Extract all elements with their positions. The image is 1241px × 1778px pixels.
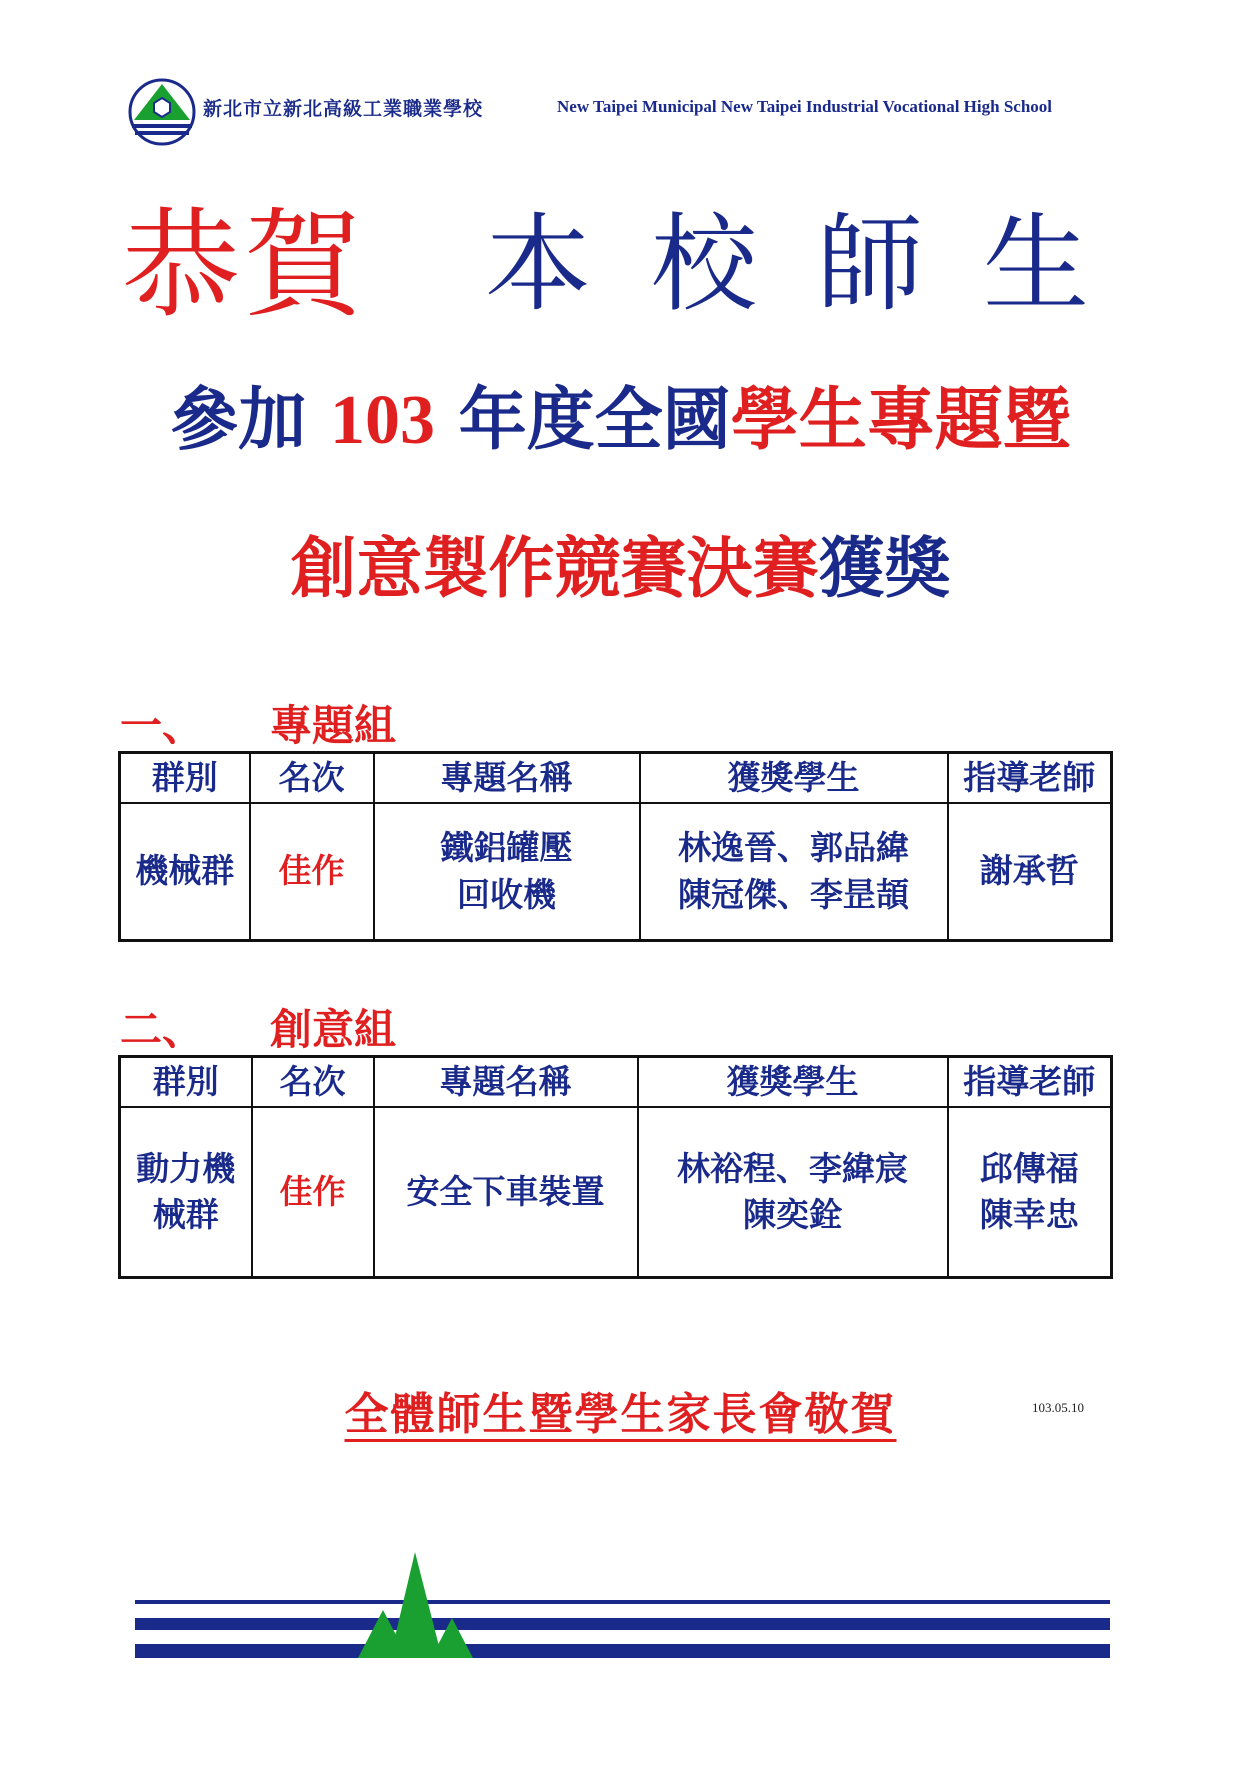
- header-rank: 名次: [252, 1057, 374, 1108]
- title-line3-competition: 創意製作競賽決賽: [290, 529, 819, 607]
- creative-award-table: [118, 1055, 1113, 1279]
- cell-group: 機械群: [120, 803, 250, 941]
- students-line: 林裕程、李緯宸: [677, 1148, 908, 1188]
- section-heading-creative: [120, 997, 396, 1057]
- header-project-name: 專題名稱: [374, 1057, 638, 1108]
- section-name: 創意組: [270, 1005, 397, 1054]
- title-congratulations: 恭賀: [122, 196, 367, 334]
- header-group: 群別: [120, 753, 250, 804]
- school-name-chinese: 新北市立新北高級工業職業學校: [203, 98, 484, 120]
- table-row: [120, 1107, 1112, 1278]
- title-line2-national: 年度全國: [458, 380, 731, 460]
- cell-project-name: [374, 803, 640, 941]
- students-line: 陳冠傑、李昰頡: [678, 874, 909, 914]
- header-students: 獲獎學生: [640, 753, 948, 804]
- cell-rank: 佳作: [252, 1107, 374, 1278]
- project-name-line: 回收機: [457, 874, 556, 914]
- section-heading-project: [120, 693, 396, 753]
- students-line: 林逸晉、郭品緯: [678, 828, 909, 868]
- section-name: 專題組: [270, 701, 397, 750]
- title-line2-participate: 參加: [170, 380, 307, 460]
- header-advisor: 指導老師: [948, 753, 1112, 804]
- header-rank: 名次: [250, 753, 374, 804]
- section-number: 一、: [120, 701, 205, 750]
- tree-stripes-decoration: [0, 1540, 1241, 1670]
- cell-rank: 佳作: [250, 803, 374, 941]
- group-line: 動力機: [136, 1148, 236, 1188]
- project-name-line: 鐵鋁罐壓: [440, 828, 573, 868]
- cell-students: [638, 1107, 948, 1278]
- cell-students: [640, 803, 948, 941]
- project-award-table: [118, 751, 1113, 942]
- cell-project-name: 安全下車裝置: [374, 1107, 638, 1278]
- title-line-2: [0, 366, 1241, 463]
- signature-text: 全體師生暨學生家長會敬賀: [344, 1389, 897, 1440]
- advisor-line: 邱傳福: [979, 1148, 1079, 1188]
- students-line: 陳奕銓: [743, 1195, 842, 1234]
- school-logo-icon: [128, 78, 196, 146]
- header-advisor: 指導老師: [948, 1057, 1112, 1108]
- cell-advisor: 謝承哲: [948, 803, 1112, 941]
- cell-advisor: [948, 1107, 1112, 1278]
- cell-group: [120, 1107, 252, 1278]
- header-group: 群別: [120, 1057, 252, 1108]
- table-header-row: [120, 1057, 1112, 1108]
- group-line: 械群: [152, 1195, 219, 1234]
- title-line2-student-project: 學生專題暨: [730, 380, 1071, 460]
- table-row: [120, 803, 1112, 941]
- table-header-row: [120, 753, 1112, 804]
- title-teachers-students: 本校師生: [485, 203, 1149, 326]
- title-line-3: [0, 515, 1241, 610]
- title-line2-year: 103: [329, 382, 435, 459]
- title-line3-award: 獲獎: [818, 529, 951, 607]
- school-name-english: New Taipei Municipal New Taipei Industrial Vocational High School: [557, 97, 1053, 116]
- section-number: 二、: [120, 1005, 205, 1054]
- header-students: 獲獎學生: [638, 1057, 948, 1108]
- document-date: 103.05.10: [1032, 1400, 1084, 1415]
- advisor-line: 陳幸忠: [979, 1195, 1079, 1234]
- header-project-name: 專題名稱: [374, 753, 640, 804]
